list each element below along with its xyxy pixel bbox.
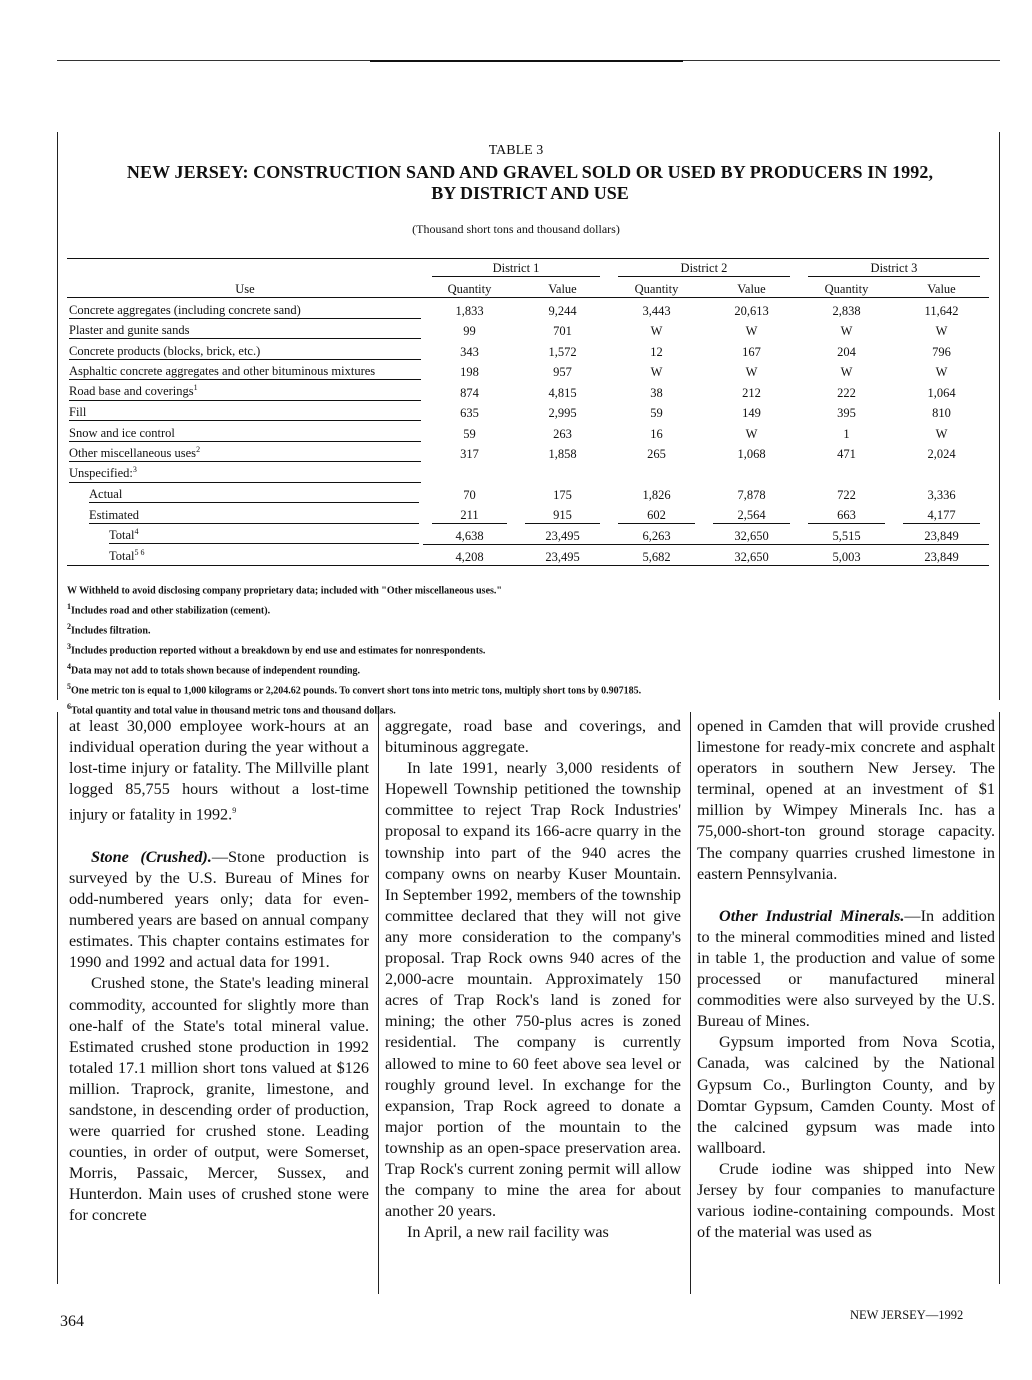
footnote: $^1$Includes road and other stabilization (cement).	[67, 602, 271, 617]
row-label: Concrete aggregates (including concrete sand)	[69, 302, 301, 317]
paragraph: Other Industrial Minerals.—In addition to the mineral commodities mined and listed in table 1, the production and value of some processed or manufactured mineral commodities were also surveyed by the U.S. Bureau of Mines.	[697, 906, 995, 1031]
footnote: $^6$Total quantity and total value in thousand metric tons and thousand dollars.	[67, 702, 396, 717]
cell: W	[935, 324, 948, 338]
footnote: $^2$Includes filtration.	[67, 622, 151, 637]
cell: W	[745, 426, 758, 441]
cell: 635	[460, 406, 479, 420]
table-body	[67, 298, 989, 463]
row-label: Other miscellaneous uses	[69, 446, 197, 460]
cell: 9,244	[548, 303, 577, 318]
cell: 3,443	[642, 303, 671, 318]
col-value: Value	[516, 277, 609, 298]
footnote: $^5$One metric ton is equal to 1,000 kilograms or 2,204.62 pounds. To convert short tons into metric tons, multiply short tons by 0.907185.	[67, 682, 642, 697]
row-label: Asphaltic concrete aggregates and other bituminous mixtures	[69, 364, 376, 378]
text-column-2	[385, 716, 681, 1243]
use-header: Use	[67, 259, 423, 298]
cell: W	[650, 324, 663, 338]
cell: 957	[553, 365, 572, 379]
footnote: $^4$Data may not add to totals shown because of independent rounding.	[67, 662, 361, 677]
row-label: Total	[109, 549, 135, 564]
cell: 4,177	[903, 508, 979, 524]
paragraph: Gypsum imported from Nova Scotia, Canada, was calcined by the National Gypsum Co., Burlington County, and by Domtar Gypsum, Camden County. Most of the calcined gypsum was made into wallboard.	[697, 1033, 995, 1157]
cell: 7,878	[737, 488, 766, 502]
cell: 1,572	[548, 344, 577, 359]
cell: 70	[463, 488, 476, 502]
cell: 1,833	[455, 303, 484, 318]
top-rule-accent	[370, 60, 683, 62]
cell: 32,650	[704, 544, 799, 565]
cell: 2,838	[832, 303, 861, 318]
table-row	[67, 483, 989, 504]
cell: 3,336	[927, 488, 956, 502]
cell: 222	[837, 385, 856, 400]
cell: W	[650, 365, 663, 379]
row-label: Actual	[89, 487, 419, 503]
cell: 20,613	[734, 303, 769, 318]
cell: 4,208	[423, 544, 516, 565]
table-row: Other miscellaneous uses$^2$ 317 1,858 265 1,068 471 2,024	[67, 442, 989, 463]
table-row: Road base and coverings$^1$ 874 4,815 38 212 222 1,064	[67, 380, 989, 401]
cell: 2,564	[713, 508, 789, 524]
cell: 175	[553, 488, 572, 502]
table-row-total: Total$^4$ 4,638 23,495 6,263 32,650 5,515 23,849	[67, 524, 989, 545]
paragraph: In April, a new rail facility was	[407, 1223, 609, 1242]
district-3-header: District 3	[799, 259, 989, 278]
cell: 1,064	[927, 385, 956, 400]
table-footnotes	[67, 579, 987, 719]
cell: 2,024	[927, 447, 956, 461]
frame-right-line	[999, 132, 1000, 700]
cell: W	[745, 324, 758, 338]
cell: 915	[525, 508, 600, 524]
table-units: (Thousand short tons and thousand dollars)	[412, 222, 620, 236]
cell: 663	[808, 508, 884, 524]
cell: 11,642	[924, 303, 959, 318]
cell: 167	[742, 344, 761, 359]
row-label: Estimated	[89, 508, 419, 524]
cell: 5,003	[799, 544, 894, 565]
cell: 602	[618, 508, 694, 524]
table-row	[67, 503, 989, 524]
col-quantity: Quantity	[609, 277, 704, 298]
row-label: Snow and ice control	[69, 425, 175, 440]
col-value: Value	[704, 277, 799, 298]
col-value: Value	[894, 277, 989, 298]
column-divider-right	[999, 712, 1000, 1284]
cell: W	[840, 324, 853, 338]
paragraph: Stone (Crushed).—Stone production is surveyed by the U.S. Bureau of Mines for odd-numbered years only; data for even-numbered years are based on annual company estimates. This chapter contains estimates for 1990 and 1992 and actual data for 1991.	[69, 847, 369, 972]
unspecified-label: Unspecified:	[69, 466, 133, 481]
column-divider-2	[690, 712, 691, 1294]
cell: W	[840, 365, 853, 379]
row-label: Fill	[69, 405, 87, 419]
paragraph: Crushed stone, the State's leading mineral commodity, accounted for slightly more than one-half of the State's total mineral value. Estimated crushed stone production in 1992 totaled 17.1 million short tons valued at $126 million. Traprock, granite, limestone, and sandstone, in descending order of production, were quarried for crushed stone. Leading counties, in order of output, were Somerset, Morris, Passaic, Mercer, Sussex, and Hunterdon. Main uses of crushed stone were for concrete	[69, 974, 369, 1225]
col-quantity: Quantity	[799, 277, 894, 298]
cell: 343	[460, 344, 479, 359]
cell: 198	[460, 365, 479, 379]
section-heading: Other Industrial Minerals.	[719, 906, 905, 925]
cell: 1,068	[737, 447, 766, 461]
table-row	[67, 401, 989, 422]
cell: 874	[460, 385, 479, 400]
cell: 263	[553, 426, 572, 441]
cell: 317	[460, 447, 479, 461]
table-row	[67, 339, 989, 360]
cell: 23,495	[516, 544, 609, 565]
table-row	[67, 298, 989, 319]
cell: 23,849	[924, 528, 959, 543]
district-1-header: District 1	[423, 259, 609, 278]
row-label: Plaster and gunite sands	[69, 323, 190, 337]
section-heading: Stone (Crushed).	[91, 847, 212, 866]
cell: 212	[742, 385, 761, 400]
cell: 265	[647, 447, 666, 461]
cell: 395	[837, 406, 856, 420]
row-label: Road base and coverings	[69, 384, 194, 399]
cell: 59	[463, 426, 476, 441]
cell: 12	[650, 344, 663, 359]
cell: 23,495	[545, 528, 580, 543]
cell: 4,638	[455, 528, 484, 543]
cell: 149	[742, 406, 761, 420]
column-divider-1	[378, 712, 379, 1294]
running-title: NEW JERSEY—1992	[850, 1308, 964, 1322]
cell: 471	[837, 447, 856, 461]
frame-left-line	[57, 132, 58, 700]
paragraph: In late 1991, nearly 3,000 residents of Hopewell Township petitioned the township committee to reject Trap Rock Industries' proposal to expand its 166-acre quarry in the township into part of the 940 acres the company owns on nearby Kuser Mountain. In September 1992, members of the township committee declared that they will not give any more consideration to the company's proposal. Trap Rock owns 940 acres of the 2,000-acre mountain. Approximately 150 acres of Trap Rock's land is zoned for mining; the other 750-plus acres is zoned residential. The company is currently allowed to mine to 60 feet above sea level or roughly ground level. In exchange for the expansion, Trap Rock agreed to donate a major portion of the mountain to the township as an open-space preservation area. Trap Rock's current zoning permit will allow the company to mine the area for about another 20 years.	[385, 759, 681, 1221]
paragraph: aggregate, road base and coverings, and bituminous aggregate.	[385, 717, 681, 757]
row-label: Total	[109, 528, 135, 542]
text-column-3	[697, 716, 995, 1243]
data-table	[67, 258, 989, 566]
cell: 59	[650, 406, 663, 420]
table-number: TABLE 3	[488, 143, 544, 158]
cell: 99	[463, 324, 476, 338]
paragraph: at least 30,000 employee work-hours at an individual operation during the year without a lost-time injury or fatality. The Millville plant logged 85,755 hours without a lost-time injury or fatality in 1992.$^9$	[69, 717, 369, 824]
table-row	[67, 319, 989, 340]
cell: 16	[650, 426, 663, 441]
table-title-line2: BY DISTRICT AND USE	[431, 183, 629, 203]
paragraph: Crude iodine was shipped into New Jersey by four companies to manufacture various iodine-containing compounds. Most of the material was used as	[697, 1159, 995, 1242]
cell: 32,650	[734, 528, 769, 543]
cell: 6,263	[642, 528, 671, 543]
col-quantity: Quantity	[423, 277, 516, 298]
table-row	[67, 421, 989, 442]
table-row: Unspecified:$^3$	[67, 462, 989, 483]
cell: 2,995	[548, 406, 577, 420]
cell: 1,858	[548, 447, 577, 461]
cell: 1	[843, 426, 850, 441]
footnote: $^3$Includes production reported without a breakdown by end use and estimates for nonrespondents.	[67, 642, 486, 657]
text-column-1	[69, 716, 369, 1227]
table-row-total-metric: Total$^{5 6}$ 4,208 23,495 5,682 32,650 5,003 23,849	[67, 544, 989, 565]
cell: W	[935, 365, 948, 379]
cell: W	[935, 426, 948, 441]
cell: 4,815	[548, 385, 577, 400]
cell: 38	[650, 385, 663, 400]
page-number: 364	[60, 1313, 84, 1330]
cell: 722	[837, 488, 856, 502]
row-label: Concrete products (blocks, brick, etc.)	[69, 343, 261, 358]
column-divider-left	[57, 712, 58, 1284]
cell: 5,515	[832, 528, 861, 543]
table-row	[67, 360, 989, 381]
table-title: NEW JERSEY: CONSTRUCTION SAND AND GRAVEL SOLD OR USED BY PRODUCERS IN 1992,	[126, 162, 934, 182]
cell: 211	[432, 508, 507, 524]
cell: 204	[837, 344, 856, 359]
cell: 701	[553, 324, 572, 338]
cell: W	[745, 365, 758, 379]
cell: 23,849	[894, 544, 989, 565]
footnote: W Withheld to avoid disclosing company proprietary data; included with "Other miscellaneous uses."	[67, 585, 502, 597]
cell: 1,826	[642, 488, 671, 502]
cell: 796	[932, 344, 951, 359]
district-2-header: District 2	[609, 259, 799, 278]
paragraph: opened in Camden that will provide crushed limestone for ready-mix concrete and asphalt operators in southern New Jersey. The terminal, opened at an investment of $1 million by Wimpey Minerals Inc. has a 75,000-short-ton ground storage capacity. The company quarries crushed limestone in eastern Pennsylvania.	[697, 717, 995, 883]
cell: 810	[932, 406, 951, 420]
cell: 5,682	[609, 544, 704, 565]
